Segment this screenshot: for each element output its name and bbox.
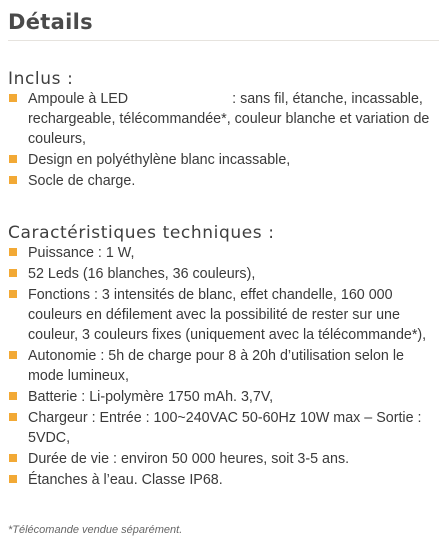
- list-item: [8, 470, 439, 490]
- item-text: Batterie : Li-polymère 1750 mAh. 3,7V,: [28, 389, 274, 405]
- bullet-icon: [9, 290, 17, 298]
- list-item: [8, 387, 439, 407]
- item-text: Design en polyéthylène blanc incassable,: [28, 152, 291, 168]
- bullet-icon: [9, 94, 17, 102]
- list-item: [8, 449, 439, 469]
- bullet-icon: [9, 155, 17, 163]
- bullet-icon: [9, 413, 17, 421]
- bullet-icon: [9, 454, 17, 462]
- inclus-list: [8, 89, 439, 191]
- list-item: [8, 408, 439, 448]
- bullet-icon: [9, 176, 17, 184]
- list-item: [8, 150, 439, 170]
- inclus-heading: Inclus :: [8, 69, 74, 89]
- item-text: Étanches à l’eau. Classe IP68.: [28, 472, 223, 488]
- item-text: Durée de vie : environ 50 000 heures, soit 3-5 ans.: [28, 451, 350, 467]
- item-text: Fonctions : 3 intensités de blanc, effet chandelle, 160 000 couleurs en défilement avec la possibilité de rester sur une couleur, 3 couleurs fixes (uniquement avec la télécommande*),: [28, 287, 427, 343]
- list-item: [8, 285, 439, 345]
- item-text: Puissance : 1 W,: [28, 245, 135, 261]
- list-item: [8, 264, 439, 284]
- bullet-icon: [9, 351, 17, 359]
- list-item: [8, 171, 439, 191]
- bullet-icon: [9, 392, 17, 400]
- caracteristiques-list: [8, 243, 439, 490]
- caracteristiques-heading: Caractéristiques techniques :: [8, 223, 275, 243]
- bullet-icon: [9, 475, 17, 483]
- list-item: [8, 243, 439, 263]
- bullet-icon: [9, 248, 17, 256]
- item-text: 52 Leds (16 blanches, 36 couleurs),: [28, 266, 256, 282]
- item-text: Autonomie : 5h de charge pour 8 à 20h d’utilisation selon le mode lumineux,: [28, 348, 404, 384]
- title-divider: [8, 40, 439, 41]
- item-text: Chargeur : Entrée : 100~240VAC 50-60Hz 10W max – Sortie : 5VDC,: [28, 410, 422, 446]
- item-text: : sans fil, étanche, incassable, rechargeable, télécommandée*, couleur blanche et variation de couleurs,: [28, 91, 430, 147]
- item-lead: Ampoule à LED: [28, 91, 129, 107]
- page-title: Détails: [8, 10, 93, 34]
- item-text: Socle de charge.: [28, 173, 136, 189]
- footnote: *Télécomande vendue séparément.: [8, 524, 183, 536]
- list-item: [8, 89, 439, 149]
- list-item: [8, 346, 439, 386]
- bullet-icon: [9, 269, 17, 277]
